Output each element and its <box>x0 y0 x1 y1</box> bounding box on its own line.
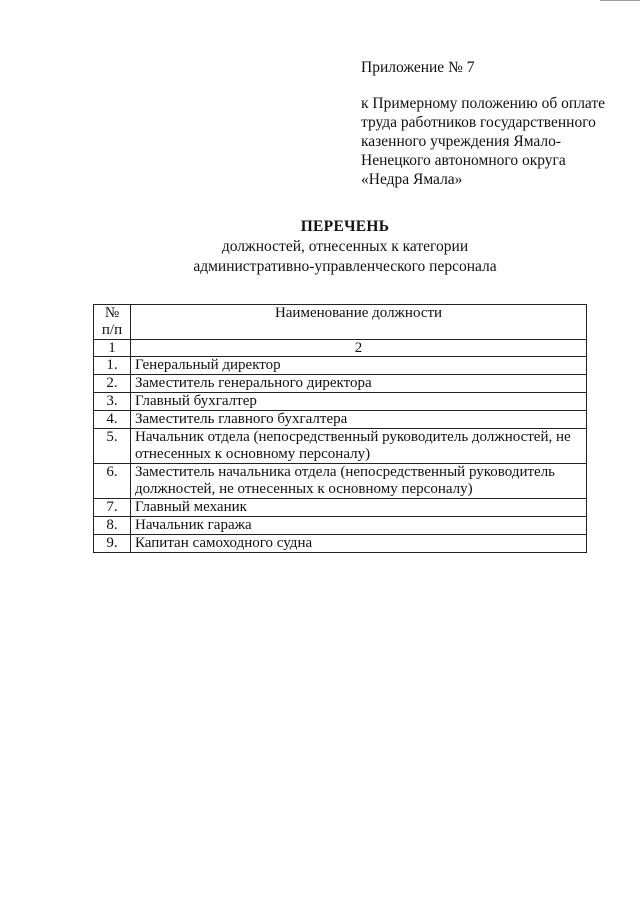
table-row <box>94 535 587 553</box>
table-row <box>94 499 587 517</box>
header-name-cell: Наименование должности <box>131 305 587 340</box>
appendix-title: Приложение № 7 <box>361 59 475 76</box>
header-number-sign: № <box>104 305 120 321</box>
table-row <box>94 357 587 375</box>
document-subtitle-line: должностей, отнесенных к категории <box>221 238 469 255</box>
row-number: 8. <box>94 517 131 535</box>
document-subtitle-line: административно-управленческого персонала <box>193 258 497 275</box>
table-row <box>94 429 587 464</box>
document-heading <box>0 217 640 277</box>
row-position-name: Начальник гаража <box>131 517 587 535</box>
header-number-cell <box>94 305 131 340</box>
table-index-row <box>94 340 587 357</box>
appendix-block <box>361 58 611 189</box>
table-header-row <box>94 305 587 340</box>
row-position-name: Заместитель начальника отдела (непосредственный руководитель должностей, не отнесенных к основному персоналу) <box>131 464 587 499</box>
appendix-line: труда работников государственного <box>361 114 596 131</box>
row-position-name: Главный бухгалтер <box>131 393 587 411</box>
header-number-abbrev: п/п <box>101 322 123 338</box>
row-number: 4. <box>94 411 131 429</box>
scan-edge-mark <box>600 0 640 7</box>
table-row <box>94 517 587 535</box>
table-row <box>94 464 587 499</box>
row-number: 2. <box>94 375 131 393</box>
table-row <box>94 375 587 393</box>
row-position-name: Генеральный директор <box>131 357 587 375</box>
row-position-name: Главный механик <box>131 499 587 517</box>
table-row <box>94 393 587 411</box>
row-position-name: Заместитель генерального директора <box>131 375 587 393</box>
appendix-line: Ненецкого автономного округа <box>361 152 566 169</box>
row-number: 5. <box>94 429 131 464</box>
appendix-line: казенного учреждения Ямало- <box>361 133 562 150</box>
positions-table <box>93 304 587 553</box>
appendix-line: «Недра Ямала» <box>361 171 463 188</box>
row-number: 3. <box>94 393 131 411</box>
row-number: 7. <box>94 499 131 517</box>
row-number: 1. <box>94 357 131 375</box>
row-position-name: Капитан самоходного судна <box>131 535 587 553</box>
row-position-name: Начальник отдела (непосредственный руководитель должностей, не отнесенных к основному персоналу) <box>131 429 587 464</box>
index-cell: 1 <box>94 340 131 357</box>
row-position-name: Заместитель главного бухгалтера <box>131 411 587 429</box>
index-cell: 2 <box>131 340 587 357</box>
row-number: 6. <box>94 464 131 499</box>
document-title: ПЕРЕЧЕНЬ <box>300 218 390 235</box>
table-row <box>94 411 587 429</box>
row-number: 9. <box>94 535 131 553</box>
appendix-line: к Примерному положению об оплате <box>361 95 606 112</box>
